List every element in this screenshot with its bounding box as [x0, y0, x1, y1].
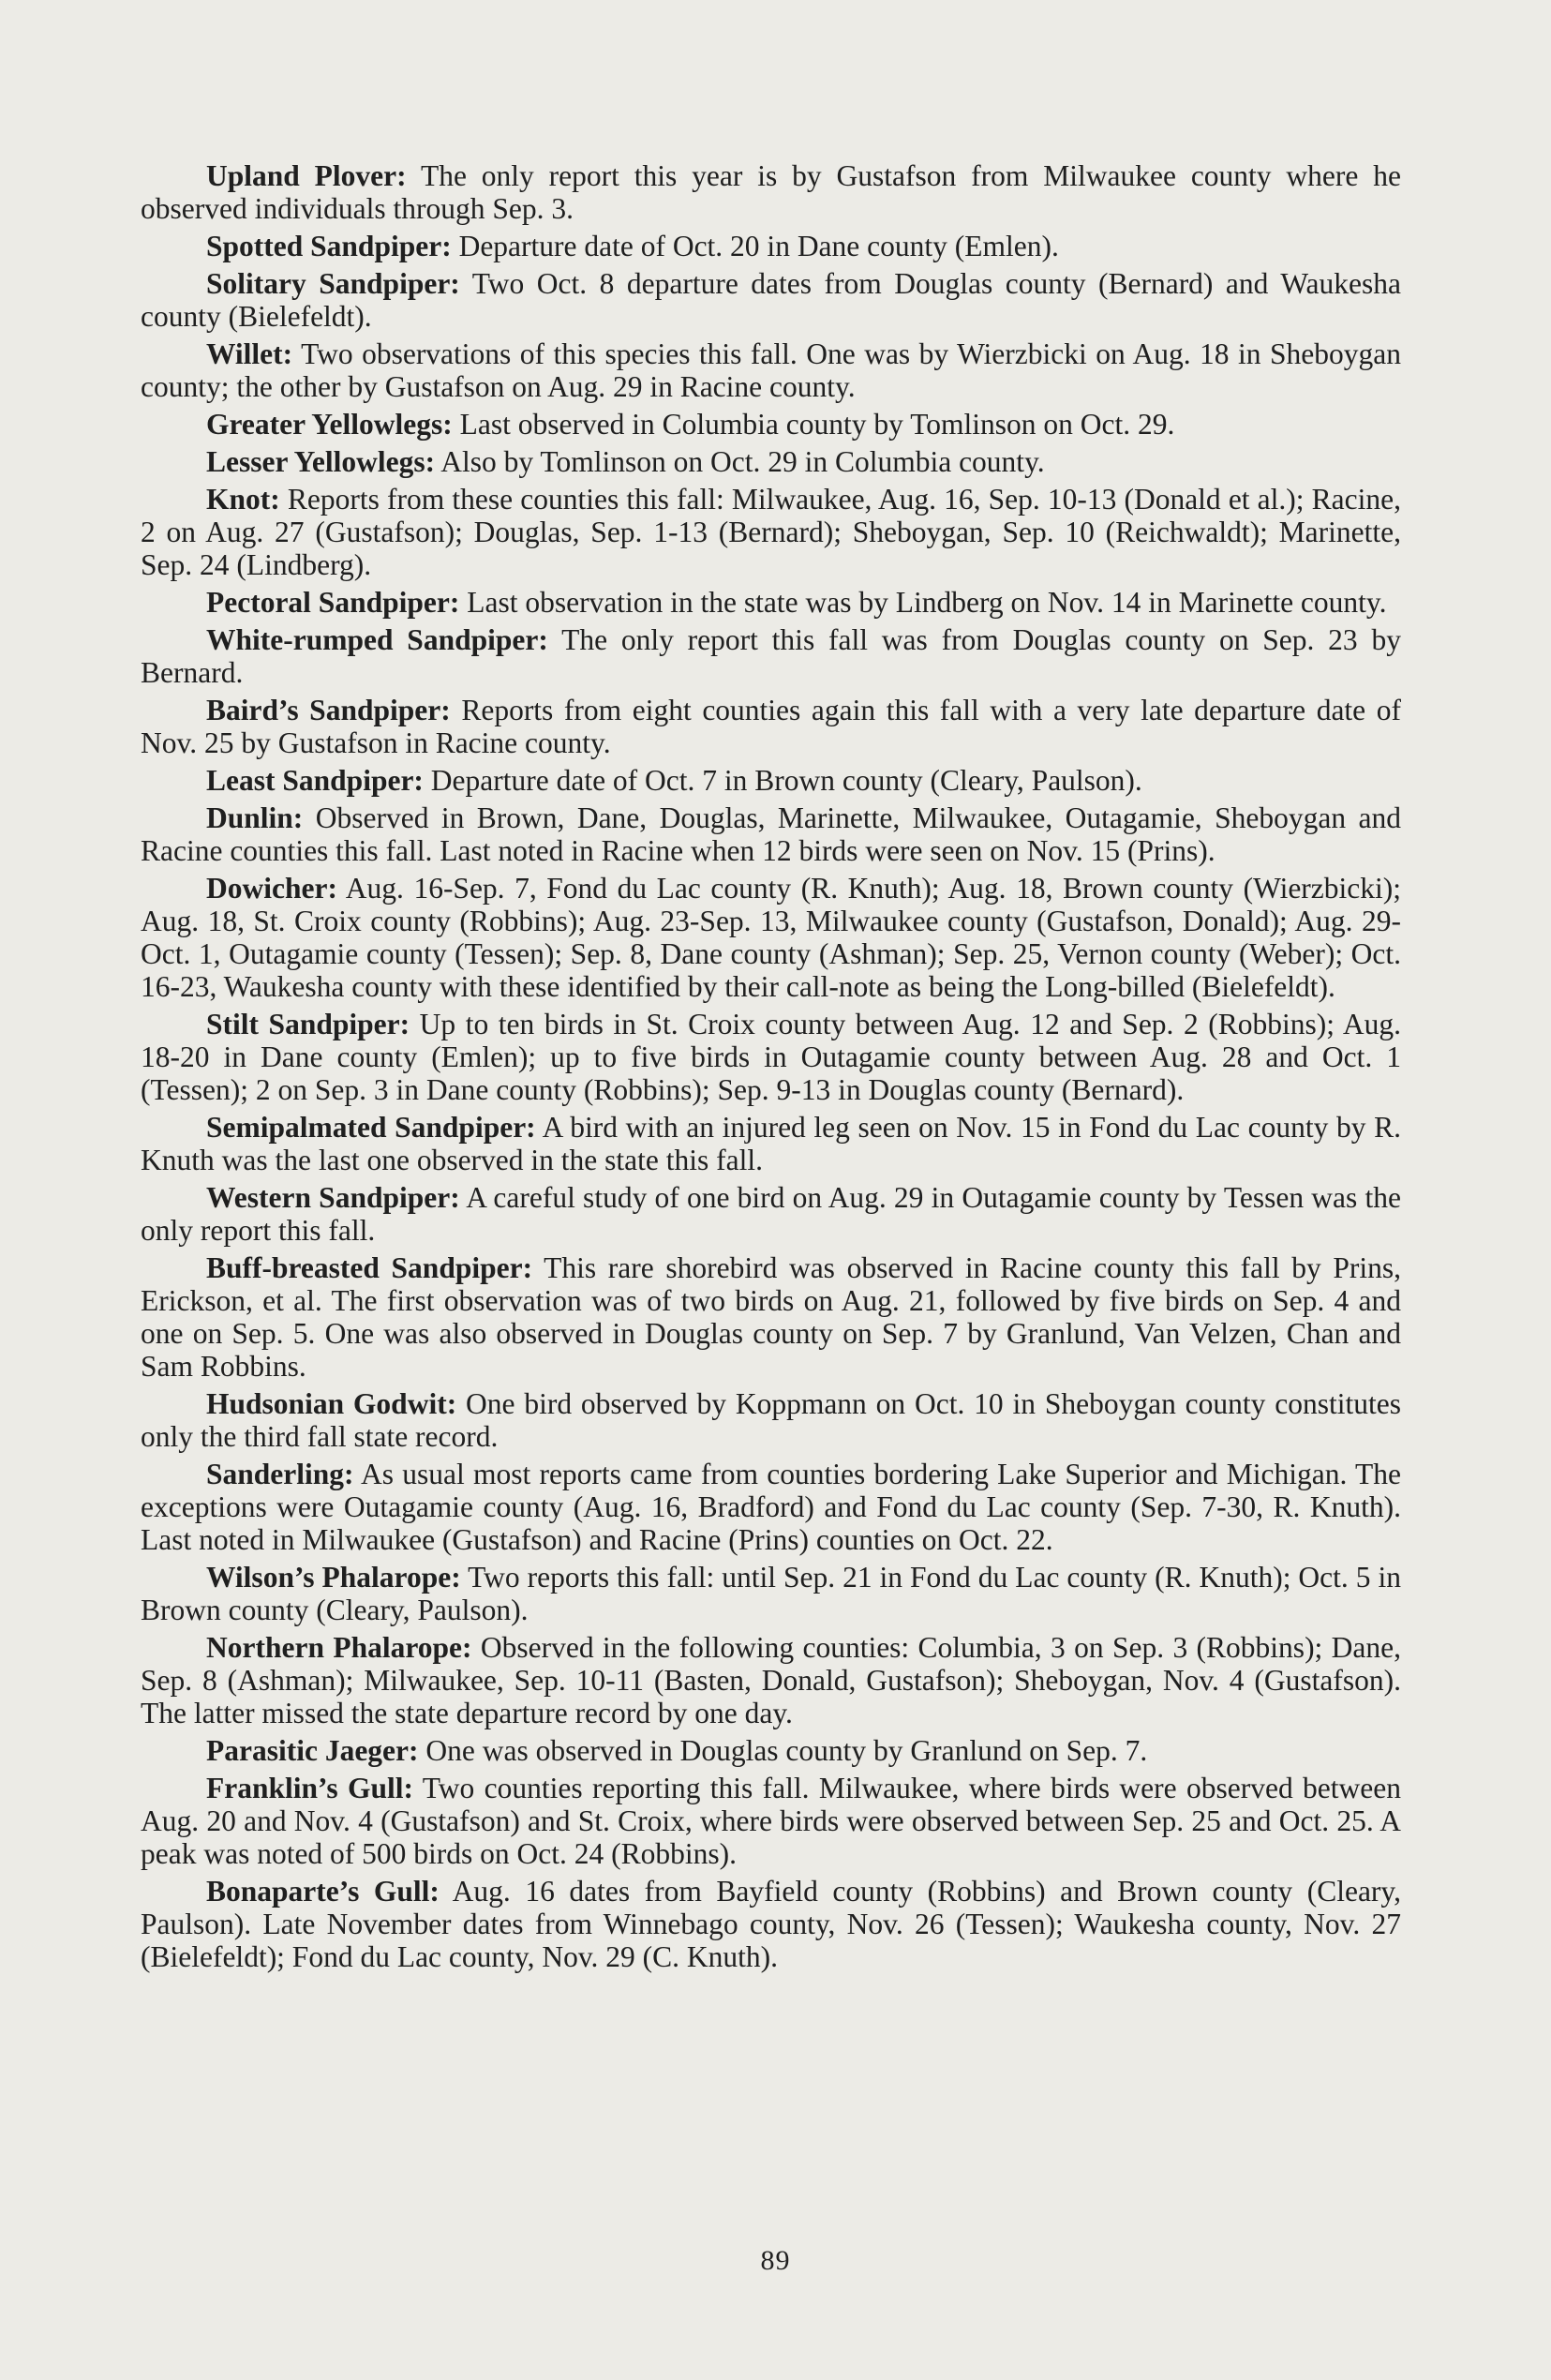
entry-dunlin	[141, 801, 1401, 867]
entry-franklins-gull	[141, 1772, 1401, 1870]
species-note: Aug. 16-Sep. 7, Fond du Lac county (R. Knuth); Aug. 18, Brown county (Wierzbicki); Aug. 18, St. Croix county (Robbins); Aug. 23-Sep. 13, Milwaukee county (Gustafson, Donald); Aug. 29-Oct. 1, Outagamie county (Tessen); Sep. 8, Dane county (Ashman); Sep. 25, Vernon county (Weber); Oct. 16-23, Waukesha county with these identified by their call-note as being the Long-billed (Bielefeldt).	[141, 872, 1401, 1003]
entry-buff-breasted-sandpiper	[141, 1251, 1401, 1383]
species-note: Last observed in Columbia county by Tomlinson on Oct. 29.	[452, 408, 1175, 441]
species-name: Buff-breasted Sandpiper:	[206, 1251, 533, 1284]
species-note: A careful study of one bird on Aug. 29 in Outagamie county by Tessen was the only report this fall.	[141, 1181, 1401, 1247]
species-note: Up to ten birds in St. Croix county between Aug. 12 and Sep. 2 (Robbins); Aug. 18-20 in Dane county (Emlen); up to five birds in Outagamie county between Aug. 28 and Oct. 1 (Tessen); 2 on Sep. 3 in Dane county (Robbins); Sep. 9-13 in Douglas county (Bernard).	[141, 1008, 1401, 1106]
entry-bairds-sandpiper	[141, 694, 1401, 759]
entry-solitary-sandpiper	[141, 267, 1401, 333]
entry-least-sandpiper	[141, 764, 1401, 797]
species-note: Reports from eight counties again this fall with a very late departure date of Nov. 25 by Gustafson in Racine county.	[141, 694, 1401, 759]
entry-wilsons-phalarope	[141, 1561, 1401, 1626]
entry-northern-phalarope	[141, 1631, 1401, 1729]
species-name: Lesser Yellowlegs:	[206, 445, 436, 478]
species-note: Observed in the following counties: Columbia, 3 on Sep. 3 (Robbins); Dane, Sep. 8 (Ashman); Milwaukee, Sep. 10-11 (Basten, Donald, Gustafson); Sheboygan, Nov. 4 (Gustafson). The latter missed the state departure record by one day.	[141, 1631, 1402, 1729]
entry-hudsonian-godwit	[141, 1387, 1401, 1453]
species-name: Greater Yellowlegs:	[206, 408, 453, 441]
species-note: Two Oct. 8 departure dates from Douglas county (Bernard) and Waukesha county (Bielefeldt).	[141, 267, 1401, 333]
species-note: Reports from these counties this fall: Milwaukee, Aug. 16, Sep. 10-13 (Donald et al.); Racine, 2 on Aug. 27 (Gustafson); Douglas, Sep. 1-13 (Bernard); Sheboygan, Sep. 10 (Reichwaldt); Marinette, Sep. 24 (Lindberg).	[141, 483, 1401, 581]
species-name: Dunlin:	[206, 801, 304, 834]
species-note: Two reports this fall: until Sep. 21 in Fond du Lac county (R. Knuth); Oct. 5 in Brown county (Cleary, Paulson).	[141, 1561, 1401, 1626]
species-note: This rare shorebird was observed in Racine county this fall by Prins, Erickson, et al. The first observation was of two birds on Aug. 21, followed by five birds on Sep. 4 and one on Sep. 5. One was also observed in Douglas county on Sep. 7 by Granlund, Van Velzen, Chan and Sam Robbins.	[141, 1251, 1401, 1383]
species-name: Baird’s Sandpiper:	[206, 694, 451, 726]
species-note: Departure date of Oct. 20 in Dane county (Emlen).	[451, 230, 1059, 262]
entry-semipalmated-sandpiper	[141, 1111, 1401, 1176]
entry-knot	[141, 483, 1401, 581]
species-note: One bird observed by Koppmann on Oct. 10 in Sheboygan county constitutes only the third fall state record.	[141, 1387, 1401, 1453]
species-note: The only report this year is by Gustafson from Milwaukee county where he observed individuals through Sep. 3.	[141, 159, 1401, 225]
species-name: Franklin’s Gull:	[206, 1772, 413, 1804]
entry-bonapartes-gull	[141, 1875, 1401, 1973]
entry-greater-yellowlegs	[141, 408, 1401, 441]
document-body	[141, 159, 1401, 1978]
species-name: Willet:	[206, 337, 293, 370]
entry-pectoral-sandpiper	[141, 586, 1401, 619]
species-name: Pectoral Sandpiper:	[206, 586, 460, 619]
species-name: Least Sandpiper:	[206, 764, 424, 797]
species-name: Western Sandpiper:	[206, 1181, 460, 1214]
entry-sanderling	[141, 1458, 1401, 1556]
species-name: Parasitic Jaeger:	[206, 1734, 419, 1767]
entry-lesser-yellowlegs	[141, 445, 1401, 478]
species-name: Dowicher:	[206, 872, 337, 905]
species-name: Wilson’s Phalarope:	[206, 1561, 461, 1594]
species-name: Bonaparte’s Gull:	[206, 1875, 440, 1908]
species-note: As usual most reports came from counties bordering Lake Superior and Michigan. The exceptions were Outagamie county (Aug. 16, Bradford) and Fond du Lac county (Sep. 7-30, R. Knuth). Last noted in Milwaukee (Gustafson) and Racine (Prins) counties on Oct. 22.	[141, 1458, 1401, 1556]
species-name: White-rumped Sandpiper:	[206, 623, 548, 656]
species-name: Hudsonian Godwit:	[206, 1387, 457, 1420]
species-note: One was observed in Douglas county by Granlund on Sep. 7.	[418, 1734, 1148, 1767]
entry-stilt-sandpiper	[141, 1008, 1401, 1106]
species-note: Two counties reporting this fall. Milwaukee, where birds were observed between Aug. 20 and Nov. 4 (Gustafson) and St. Croix, where birds were observed between Sep. 25 and Oct. 25. A peak was noted of 500 birds on Oct. 24 (Robbins).	[141, 1772, 1401, 1870]
species-note: Last observation in the state was by Lindberg on Nov. 14 in Marinette county.	[459, 586, 1387, 619]
entry-dowicher	[141, 872, 1401, 1003]
species-note: A bird with an injured leg seen on Nov. 15 in Fond du Lac county by R. Knuth was the last one observed in the state this fall.	[141, 1111, 1401, 1176]
species-note: Observed in Brown, Dane, Douglas, Marinette, Milwaukee, Outagamie, Sheboygan and Racine counties this fall. Last noted in Racine when 12 birds were seen on Nov. 15 (Prins).	[141, 801, 1401, 867]
species-name: Upland Plover:	[206, 159, 407, 192]
species-name: Spotted Sandpiper:	[206, 230, 452, 262]
species-name: Knot:	[206, 483, 280, 516]
species-name: Stilt Sandpiper:	[206, 1008, 410, 1040]
species-note: The only report this fall was from Douglas county on Sep. 23 by Bernard.	[141, 623, 1401, 689]
entry-spotted-sandpiper	[141, 230, 1401, 262]
entry-white-rumped-sandpiper	[141, 623, 1401, 689]
page-number: 89	[760, 2245, 791, 2276]
entry-upland-plover	[141, 159, 1401, 225]
species-note: Also by Tomlinson on Oct. 29 in Columbia county.	[435, 445, 1045, 478]
entry-parasitic-jaeger	[141, 1734, 1401, 1767]
entry-western-sandpiper	[141, 1181, 1401, 1247]
species-name: Semipalmated Sandpiper:	[206, 1111, 536, 1144]
species-name: Northern Phalarope:	[206, 1631, 472, 1664]
species-note: Departure date of Oct. 7 in Brown county (Cleary, Paulson).	[423, 764, 1142, 797]
species-name: Solitary Sandpiper:	[206, 267, 460, 300]
species-note: Aug. 16 dates from Bayfield county (Robbins) and Brown county (Cleary, Paulson). Late November dates from Winnebago county, Nov. 26 (Tessen); Waukesha county, Nov. 27 (Bielefeldt); Fond du Lac county, Nov. 29 (C. Knuth).	[141, 1875, 1401, 1973]
entry-willet	[141, 337, 1401, 403]
species-name: Sanderling:	[206, 1458, 354, 1490]
species-note: Two observations of this species this fall. One was by Wierzbicki on Aug. 18 in Sheboygan county; the other by Gustafson on Aug. 29 in Racine county.	[141, 337, 1401, 403]
